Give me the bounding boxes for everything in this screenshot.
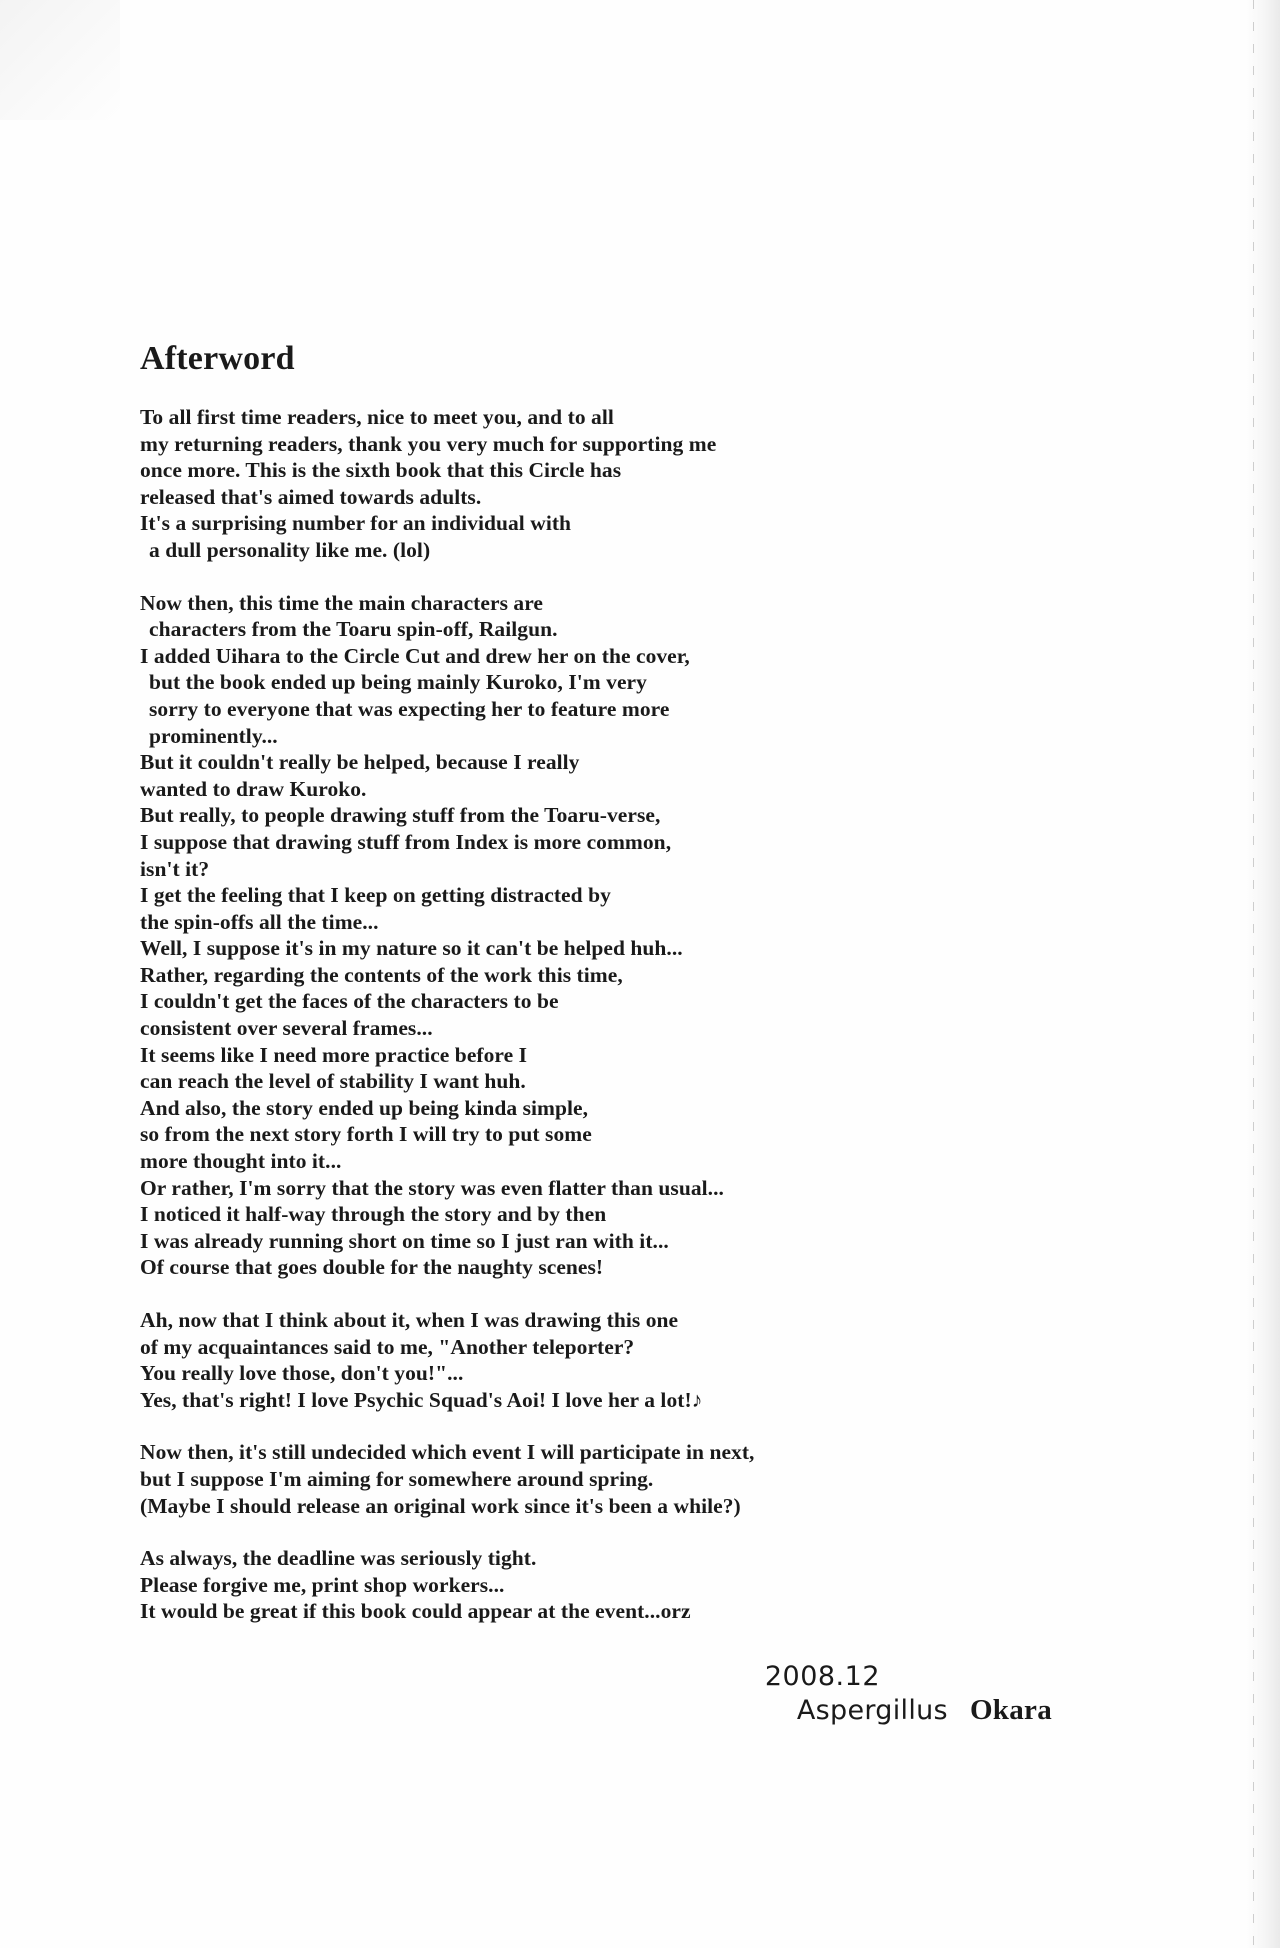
text-line: You really love those, don't you!"... bbox=[140, 1361, 464, 1386]
text-line: but the book ended up being mainly Kuroko, I'm very bbox=[149, 670, 647, 695]
page-title: Afterword bbox=[140, 340, 295, 377]
text-line: I noticed it half-way through the story and by then bbox=[140, 1202, 607, 1227]
text-line: Ah, now that I think about it, when I was drawing this one bbox=[140, 1308, 679, 1332]
text-line: It would be great if this book could appear at the event...orz bbox=[140, 1599, 691, 1624]
text-line: consistent over several frames... bbox=[140, 1016, 433, 1041]
text-line: isn't it? bbox=[140, 856, 210, 881]
paragraph-intro bbox=[140, 404, 1080, 564]
text-line: the spin-offs all the time... bbox=[140, 909, 379, 934]
text-line: I couldn't get the faces of the characters to be bbox=[140, 989, 559, 1014]
text-line: Now then, it's still undecided which event I will participate in next, bbox=[140, 1440, 755, 1465]
text-line: But really, to people drawing stuff from the Toaru-verse, bbox=[140, 803, 661, 828]
text-line: but I suppose I'm aiming for somewhere around spring. bbox=[140, 1466, 654, 1491]
text-line: I get the feeling that I keep on getting distracted by bbox=[140, 883, 611, 908]
text-line: To all first time readers, nice to meet you, and to all bbox=[140, 405, 614, 429]
text-line: can reach the level of stability I want huh. bbox=[140, 1069, 526, 1094]
text-line: Or rather, I'm sorry that the story was even flatter than usual... bbox=[140, 1175, 724, 1200]
text-line: more thought into it... bbox=[140, 1149, 342, 1174]
paragraph-closing bbox=[140, 1545, 1080, 1625]
scan-corner-shading bbox=[0, 0, 120, 120]
signature-date: 2008.12 bbox=[764, 1660, 880, 1692]
text-line: sorry to everyone that was expecting her to feature more bbox=[149, 696, 670, 721]
text-line: my returning readers, thank you very much for supporting me bbox=[140, 431, 717, 456]
text-line: It's a surprising number for an individual with bbox=[140, 511, 572, 536]
text-line: Yes, that's right! I love Psychic Squad's Aoi! I love her a lot!♪ bbox=[140, 1387, 703, 1412]
paragraph-anecdote bbox=[140, 1307, 1080, 1413]
text-line: As always, the deadline was seriously tight. bbox=[140, 1546, 537, 1571]
text-line: Of course that goes double for the naughty scenes! bbox=[140, 1255, 604, 1280]
text-line: of my acquaintances said to me, "Another teleporter? bbox=[140, 1334, 635, 1359]
text-line: It seems like I need more practice before I bbox=[140, 1042, 528, 1067]
text-line: I suppose that drawing stuff from Index is more common, bbox=[140, 829, 672, 854]
signature-names bbox=[140, 1694, 1052, 1727]
text-line: characters from the Toaru spin-off, Railgun. bbox=[149, 617, 558, 642]
text-line: Now then, this time the main characters are bbox=[140, 590, 544, 615]
text-line: prominently... bbox=[149, 723, 278, 748]
text-line: Rather, regarding the contents of the work this time, bbox=[140, 962, 623, 987]
text-line: Please forgive me, print shop workers... bbox=[140, 1572, 505, 1597]
text-line: once more. This is the sixth book that this Circle has bbox=[140, 458, 622, 483]
text-line: released that's aimed towards adults. bbox=[140, 484, 482, 509]
paragraph-next-event bbox=[140, 1439, 1080, 1519]
text-line: a dull personality like me. (lol) bbox=[149, 537, 431, 562]
signature-author-name: Okara bbox=[969, 1693, 1052, 1726]
afterword-content bbox=[140, 340, 1080, 1727]
text-line: But it couldn't really be helped, because I really bbox=[140, 750, 580, 775]
scan-edge-dotted-line bbox=[1253, 0, 1254, 1948]
text-line: I added Uihara to the Circle Cut and drew her on the cover, bbox=[140, 643, 690, 668]
text-line: wanted to draw Kuroko. bbox=[140, 776, 367, 801]
signature-block bbox=[140, 1661, 1080, 1727]
text-line: And also, the story ended up being kinda simple, bbox=[140, 1095, 589, 1120]
signature-circle-name: Aspergillus bbox=[796, 1694, 948, 1726]
text-line: I was already running short on time so I just ran with it... bbox=[140, 1228, 669, 1253]
text-line: so from the next story forth I will try to put some bbox=[140, 1122, 592, 1147]
scan-edge-shading bbox=[1246, 0, 1280, 1948]
paragraph-main-body bbox=[140, 590, 1080, 1281]
text-line: Well, I suppose it's in my nature so it can't be helped huh... bbox=[140, 936, 683, 961]
text-line: (Maybe I should release an original work since it's been a while?) bbox=[140, 1493, 741, 1518]
